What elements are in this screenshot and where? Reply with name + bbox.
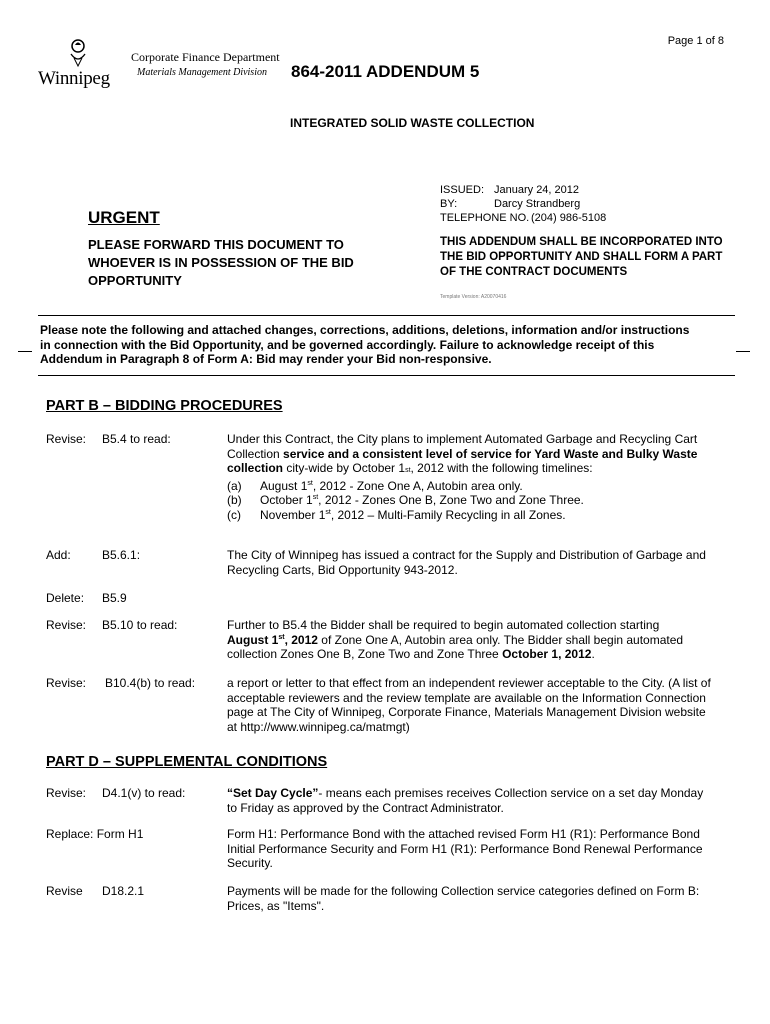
text-span-bold: October 1, 2012 (502, 647, 592, 662)
list-item (227, 493, 737, 508)
b-item1-action: Revise: (46, 432, 87, 446)
text-span: . (591, 647, 595, 662)
left-margin-mark (18, 351, 32, 352)
b-item5-ref: B10.4(b) to read: (105, 676, 196, 690)
b-item5-action: Revise: (46, 676, 87, 690)
text-line: Further to B5.4 the Bidder shall be required to begin automated collection starting (227, 618, 660, 632)
notice-paragraph (40, 323, 740, 367)
part-b-heading: PART B – BIDDING PROCEDURES (46, 398, 283, 414)
defined-term: “Set Day Cycle” (227, 786, 319, 800)
b-item4-text (227, 618, 737, 662)
notice-line: Please note the following and attached changes, corrections, additions, deletions, information and/or instructions (40, 323, 690, 337)
list-text: August 1 (260, 478, 308, 493)
text-span: , 2012 with the following timelines: (410, 461, 593, 476)
issued-date: January 24, 2012 (494, 184, 580, 196)
d-item3-ref: D18.2.1 (102, 884, 145, 898)
list-text: , 2012 - Zone One A, Autobin area only. (312, 478, 523, 493)
text-span-bold: August 1 (227, 632, 279, 647)
telephone-number: (204) 986-5108 (531, 212, 607, 224)
b-item2-action: Add: (46, 548, 71, 562)
list-text: , 2012 - Zones One B, Zone Two and Zone Three. (318, 493, 584, 508)
part-d-heading: PART D – SUPPLEMENTAL CONDITIONS (46, 754, 328, 770)
text-sup: st (278, 633, 285, 641)
winnipeg-logo (38, 36, 118, 96)
list-sup: st (325, 508, 331, 516)
b-item3-action: Delete: (46, 591, 85, 605)
text-span: city-wide by October 1 (283, 461, 406, 476)
d-item1-action: Revise: (46, 786, 87, 800)
forward-notice: PLEASE FORWARD THIS DOCUMENT TO WHOEVER IS IN POSSESSION OF THE BID OPPORTUNITY (88, 237, 354, 288)
notice-line: Addendum in Paragraph 8 of Form A: Bid may render your Bid non-responsive. (40, 352, 492, 366)
b-item1-text (227, 432, 737, 523)
addendum-title: 864-2011 ADDENDUM 5 (291, 62, 480, 81)
text-span: - means each premises receives Collection service on a set day Monday to Friday as approved by the Contract Administrator. (227, 786, 704, 815)
bottom-divider (38, 375, 735, 376)
text-span: of Zone One A, Autobin area only. The Bidder shall begin automated (317, 632, 684, 647)
list-sup: st (307, 479, 313, 487)
text-span-bold: collection (227, 461, 284, 476)
b-item4-ref: B5.10 to read: (102, 618, 178, 632)
notice-line: in connection with the Bid Opportunity, and be governed accordingly. Failure to acknowledge receipt of this (40, 337, 655, 352)
text-sup: st (405, 467, 411, 475)
project-title: INTEGRATED SOLID WASTE COLLECTION (290, 116, 535, 130)
text-span: Collection (227, 446, 284, 461)
list-text: , 2012 – Multi-Family Recycling in all Zones. (330, 507, 566, 522)
list-sup: st (312, 494, 319, 502)
issued-by: Darcy Strandberg (494, 198, 581, 210)
d-item2-action: Replace: Form H1 (46, 827, 144, 841)
department-name: Corporate Finance Department (131, 50, 280, 64)
list-item (227, 508, 737, 523)
b-item4-action: Revise: (46, 618, 87, 632)
telephone-label: TELEPHONE NO. (440, 212, 530, 224)
text-span-bold: , 2012 (284, 632, 318, 647)
division-name: Materials Management Division (137, 67, 267, 78)
b-item1-ref: B5.4 to read: (102, 432, 171, 446)
issued-label: ISSUED: (440, 184, 485, 196)
list-letter: (c) (227, 507, 241, 522)
winnipeg-logo-icon (38, 36, 118, 72)
top-divider (38, 315, 735, 316)
logo-wordmark: Winnipeg (38, 68, 110, 89)
d-item3-action: Revise (46, 884, 83, 898)
incorporate-notice: THIS ADDENDUM SHALL BE INCORPORATED INTO THE BID OPPORTUNITY AND SHALL FORM A PART OF THE CONTRACT DOCUMENTS (440, 236, 723, 278)
b-item5-text: a report or letter to that effect from an independent reviewer acceptable to the City. (A list of acceptable reviewers and the review template are available on the Information Connection page at The City of Winnipeg, Corporate Finance, Materials Management Division website at http://www.winnipeg.ca/matmgt) (227, 676, 711, 734)
by-label: BY: (440, 198, 458, 210)
d-item1-ref: D4.1(v) to read: (102, 786, 186, 800)
b-item3-ref: B5.9 (102, 591, 127, 605)
d-item2-text: Form H1: Performance Bond with the attached revised Form H1 (R1): Performance Bond Initial Performance Security and Form H1 (R1): Performance Bond Renewal Performance Security. (227, 827, 703, 871)
b-item2-ref: B5.6.1: (102, 548, 141, 562)
page-number: Page 1 of 8 (667, 35, 724, 47)
list-letter: (a) (227, 478, 242, 493)
d-item3-text: Payments will be made for the following Collection service categories defined on Form B: Prices, as "Items". (227, 884, 700, 913)
b-item2-text: The City of Winnipeg has issued a contract for the Supply and Distribution of Garbage and Recycling Carts, Bid Opportunity 943-2012. (227, 548, 706, 577)
text-span: collection Zones One B, Zone Two and Zone Three (227, 647, 503, 662)
list-letter: (b) (227, 493, 242, 508)
list-text: November 1 (260, 507, 326, 522)
issued-block (440, 183, 730, 225)
d-item1-text (227, 786, 713, 815)
text-line: Under this Contract, the City plans to implement Automated Garbage and Recycling Cart (227, 432, 698, 446)
list-text: October 1 (260, 493, 313, 508)
text-span-bold: service and a consistent level of service for Yard Waste and Bulky Waste (283, 446, 698, 461)
template-version-note: Template Version: A20070416 (440, 294, 507, 300)
list-item (227, 479, 737, 494)
urgent-heading: URGENT (88, 208, 160, 227)
